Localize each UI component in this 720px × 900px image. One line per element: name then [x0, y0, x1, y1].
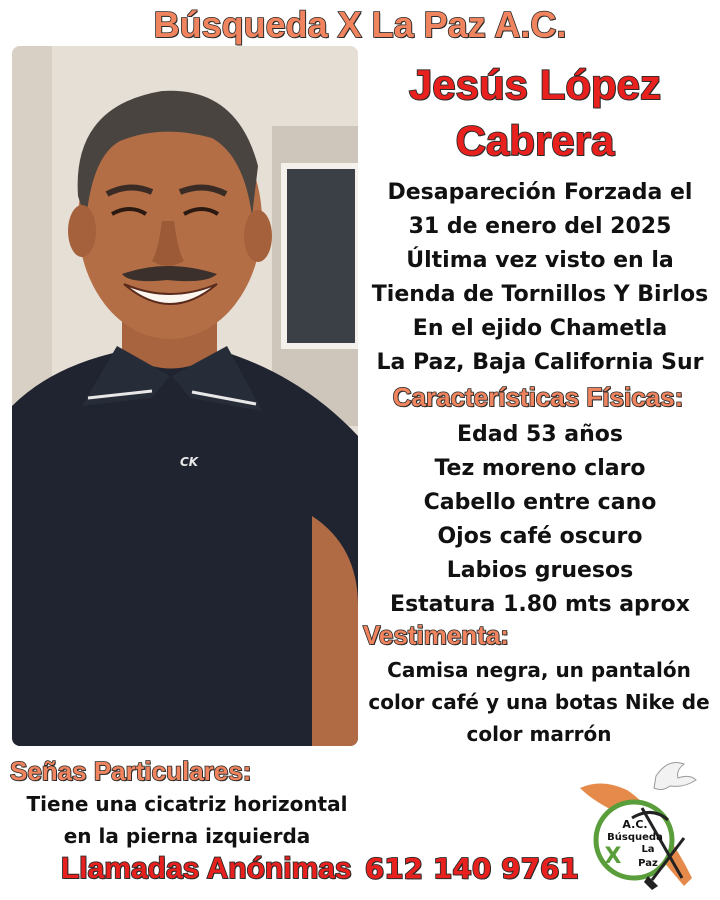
physical-item: Ojos café oscuro: [437, 524, 643, 549]
detail-line: En el ejido Chametla: [412, 316, 668, 341]
clothing-line: color café y una botas Nike de: [368, 690, 710, 714]
missing-person-photo: [12, 46, 358, 746]
logo-text-ac: A.C.: [622, 818, 648, 831]
logo-text-la: La: [641, 844, 655, 855]
physical-item: Cabello entre cano: [423, 490, 657, 515]
clothing-heading: Vestimenta:: [363, 620, 509, 650]
detail-line: Última vez visto en la: [406, 248, 674, 273]
detail-line: 31 de enero del 2025: [408, 214, 672, 239]
organization-logo: [572, 748, 712, 894]
organization-title: Búsqueda X La Paz A.C.: [153, 4, 567, 45]
disappearance-details: [360, 176, 720, 380]
detail-line: La Paz, Baja California Sur: [376, 350, 704, 375]
clothing-description: [358, 654, 720, 750]
marks-line: en la pierna izquierda: [63, 824, 311, 848]
physical-item: Edad 53 años: [456, 422, 624, 447]
logo-text-busqueda: Búsqueda: [607, 832, 663, 843]
person-name-line2: Cabrera: [455, 117, 615, 164]
detail-line: Tienda de Tornillos Y Birlos: [371, 282, 709, 307]
marks-line: Tiene una cicatriz horizontal: [26, 792, 348, 816]
physical-characteristics: [360, 418, 720, 622]
detail-line: Desapareción Forzada el: [387, 180, 693, 205]
anonymous-calls-label: Llamadas Anónimas: [60, 852, 352, 885]
clothing-line: Camisa negra, un pantalón: [387, 658, 691, 682]
person-name-line1: Jesús López: [408, 61, 662, 108]
physical-item: Tez moreno claro: [434, 456, 646, 481]
physical-item: Estatura 1.80 mts aprox: [390, 592, 690, 617]
contact-line: [0, 852, 640, 886]
marks-description: [4, 788, 370, 852]
logo-text-x: X: [604, 844, 622, 869]
physical-heading: Características Físicas:: [392, 382, 684, 412]
phone-number: 612 140 9761: [364, 852, 580, 885]
logo-text-paz: Paz: [638, 858, 658, 869]
clothing-line: color marrón: [466, 722, 612, 746]
person-illustration: [12, 46, 358, 746]
shirt-logo: CK: [180, 455, 199, 469]
physical-item: Labios gruesos: [446, 558, 634, 583]
marks-heading: Señas Particulares:: [10, 756, 252, 786]
